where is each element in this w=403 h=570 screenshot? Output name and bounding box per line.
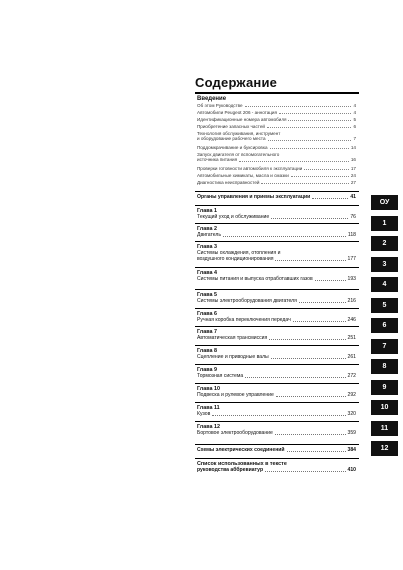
chapter-entry[interactable]: [197, 405, 356, 417]
leader-dots: [223, 236, 346, 237]
leader-dots: [275, 260, 345, 261]
abbrev-page: 410: [347, 467, 356, 473]
section-tab[interactable]: 3: [371, 257, 398, 272]
intro-entry[interactable]: [197, 180, 356, 185]
leader-dots: [279, 113, 351, 114]
section-tab[interactable]: 5: [371, 298, 398, 313]
abbrev-line1: Список использованных в тексте: [197, 461, 287, 467]
chapter-entry[interactable]: [197, 226, 356, 238]
entry-page: 320: [347, 411, 356, 417]
chapter-title-line: Системы охлаждения, отопления и: [197, 250, 281, 256]
leader-dots: [270, 148, 349, 149]
entry-page: 4: [353, 103, 356, 108]
chapter-entry[interactable]: [197, 311, 356, 323]
leader-dots: [287, 451, 346, 452]
entry-page: 272: [347, 373, 356, 379]
entry-page: 5: [353, 117, 356, 122]
chapter-entry[interactable]: [197, 208, 356, 220]
abbrev-entry[interactable]: [197, 461, 356, 473]
entry-page: 27: [350, 180, 356, 185]
chapter-rule: [195, 326, 359, 327]
entry-text: источника питания: [197, 157, 238, 163]
section-tab[interactable]: 4: [371, 277, 398, 292]
controls-page: 41: [350, 194, 356, 200]
intro-entry[interactable]: [197, 166, 356, 171]
chapter-entry[interactable]: [197, 424, 356, 436]
section-tab[interactable]: 1: [371, 216, 398, 231]
entry-text: Системы электрооборудования двигателя: [197, 298, 297, 304]
entry-page: 261: [347, 354, 356, 360]
leader-dots: [267, 127, 352, 128]
entry-text: Идентификационные номера автомобиля: [197, 117, 287, 122]
abbrev-line2: руководства аббревиатур: [197, 467, 264, 473]
chapter-number: Глава 5: [197, 292, 217, 298]
leader-dots: [276, 396, 346, 397]
intro-entry[interactable]: [197, 103, 356, 108]
leader-dots: [275, 434, 346, 435]
chapter-number: Глава 2: [197, 226, 217, 232]
intro-entry[interactable]: [197, 173, 356, 178]
leader-dots: [245, 377, 345, 378]
entry-text: Поддомкрачивание и буксировка: [197, 145, 268, 150]
chapter-entry[interactable]: [197, 329, 356, 341]
section-tab[interactable]: 7: [371, 339, 398, 354]
rule-before-schemes: [195, 444, 359, 445]
entry-text: Двигатель: [197, 232, 222, 238]
rule-before-controls: [195, 191, 359, 192]
chapter-entry[interactable]: [197, 244, 356, 262]
entry-text: и оборудование рабочего места: [197, 136, 266, 142]
chapter-rule: [195, 241, 359, 242]
entry-text: Об этом Руководстве: [197, 103, 243, 108]
entry-page: 359: [347, 430, 356, 436]
chapter-rule: [195, 267, 359, 268]
entry-text: Тормозная система: [197, 373, 244, 379]
chapter-entry[interactable]: [197, 367, 356, 379]
schemes-page: 384: [347, 447, 356, 453]
chapter-rule: [195, 223, 359, 224]
chapter-number: Глава 9: [197, 367, 217, 373]
title-rule: [195, 92, 359, 94]
entry-text: Автоматическая трансмиссия: [197, 335, 268, 341]
leader-dots: [265, 471, 345, 472]
intro-entry[interactable]: [197, 152, 356, 163]
entry-text: Диагностика неисправностей: [197, 180, 260, 185]
chapter-entry[interactable]: [197, 386, 356, 398]
entry-text: Бортовое электрооборудование: [197, 430, 273, 436]
entry-text: Проверки готовности автомобиля к эксплуатации: [197, 166, 303, 171]
leader-dots: [261, 183, 348, 184]
entry-page: 7: [353, 136, 356, 142]
leader-dots: [269, 339, 345, 340]
chapter-rule: [195, 205, 359, 206]
entry-text: Системы питания и выпуска отработавших газов: [197, 276, 313, 282]
section-tab[interactable]: 12: [371, 441, 398, 456]
page-title: Содержание: [195, 75, 278, 90]
leader-dots: [212, 415, 345, 416]
leader-dots: [288, 120, 351, 121]
entry-page: 177: [347, 256, 356, 262]
entry-text: Ручная коробка переключения передач: [197, 317, 291, 323]
leader-dots: [299, 302, 346, 303]
rule-before-abbrev: [195, 458, 359, 459]
entry-page: 118: [347, 232, 356, 238]
intro-entry[interactable]: [197, 117, 356, 122]
chapter-number: Глава 4: [197, 270, 217, 276]
leader-dots: [293, 321, 346, 322]
schemes-label: Схемы электрических соединений: [197, 447, 285, 453]
chapter-entry[interactable]: [197, 270, 356, 282]
leader-dots: [271, 358, 346, 359]
chapter-rule: [195, 308, 359, 309]
entry-page: 16: [350, 157, 356, 163]
entry-text-line1: Технология обслуживания, инструмент: [197, 131, 281, 136]
section-tab[interactable]: ОУ: [371, 195, 398, 210]
chapter-rule: [195, 421, 359, 422]
section-tab[interactable]: 9: [371, 380, 398, 395]
chapter-number: Глава 1: [197, 208, 217, 214]
chapter-number: Глава 3: [197, 244, 217, 250]
chapter-entry[interactable]: [197, 348, 356, 360]
chapter-number: Глава 8: [197, 348, 217, 354]
chapter-number: Глава 12: [197, 424, 220, 430]
entry-page: 216: [347, 298, 356, 304]
entry-page: 6: [353, 124, 356, 129]
leader-dots: [268, 140, 352, 141]
schemes-entry[interactable]: [197, 447, 356, 453]
chapter-rule: [195, 345, 359, 346]
leader-dots: [291, 176, 349, 177]
chapter-number: Глава 11: [197, 405, 220, 411]
entry-text: Автомобили Peugeot 206 - аннотация: [197, 110, 277, 115]
entry-page: 193: [347, 276, 356, 282]
intro-entry[interactable]: [197, 124, 356, 129]
leader-dots: [245, 106, 352, 107]
entry-text: Кузов: [197, 411, 211, 417]
chapter-number: Глава 7: [197, 329, 217, 335]
entry-text: Подвеска и рулевое управление: [197, 392, 274, 398]
chapter-entry[interactable]: [197, 292, 356, 304]
chapter-number: Глава 10: [197, 386, 220, 392]
entry-page: 246: [347, 317, 356, 323]
entry-text: Текущий уход и обслуживание: [197, 214, 270, 220]
entry-text-line1: Запуск двигателя от вспомогательного: [197, 152, 280, 157]
entry-page: 14: [350, 145, 356, 150]
intro-heading: Введение: [197, 96, 227, 102]
entry-page: 4: [353, 110, 356, 115]
section-tab[interactable]: 11: [371, 421, 398, 436]
chapter-rule: [195, 383, 359, 384]
leader-dots: [315, 280, 346, 281]
controls-label: Органы управления и приемы эксплуатации: [197, 194, 311, 200]
entry-page: 251: [347, 335, 356, 341]
chapter-rule: [195, 402, 359, 403]
entry-page: 24: [350, 173, 356, 178]
section-tab[interactable]: 8: [371, 359, 398, 374]
leader-dots: [271, 218, 348, 219]
entry-page: 17: [350, 166, 356, 171]
controls-entry[interactable]: [197, 194, 356, 200]
chapter-rule: [195, 364, 359, 365]
intro-entry[interactable]: [197, 131, 356, 142]
entry-page: 292: [347, 392, 356, 398]
entry-text: воздушного кондиционирования: [197, 256, 274, 262]
leader-dots: [312, 198, 348, 199]
entry-page: 76: [350, 214, 356, 220]
section-tab[interactable]: 6: [371, 318, 398, 333]
section-tab[interactable]: 10: [371, 400, 398, 415]
entry-text: Сцепление и приводные валы: [197, 354, 269, 360]
chapter-rule: [195, 289, 359, 290]
leader-dots: [304, 169, 349, 170]
intro-entry[interactable]: [197, 145, 356, 150]
entry-text: Автомобильные химикаты, масла и смазки: [197, 173, 289, 178]
intro-entry[interactable]: [197, 110, 356, 115]
leader-dots: [239, 161, 349, 162]
section-tab[interactable]: 2: [371, 236, 398, 251]
chapter-number: Глава 6: [197, 311, 217, 317]
entry-text: Приобретение запасных частей: [197, 124, 265, 129]
